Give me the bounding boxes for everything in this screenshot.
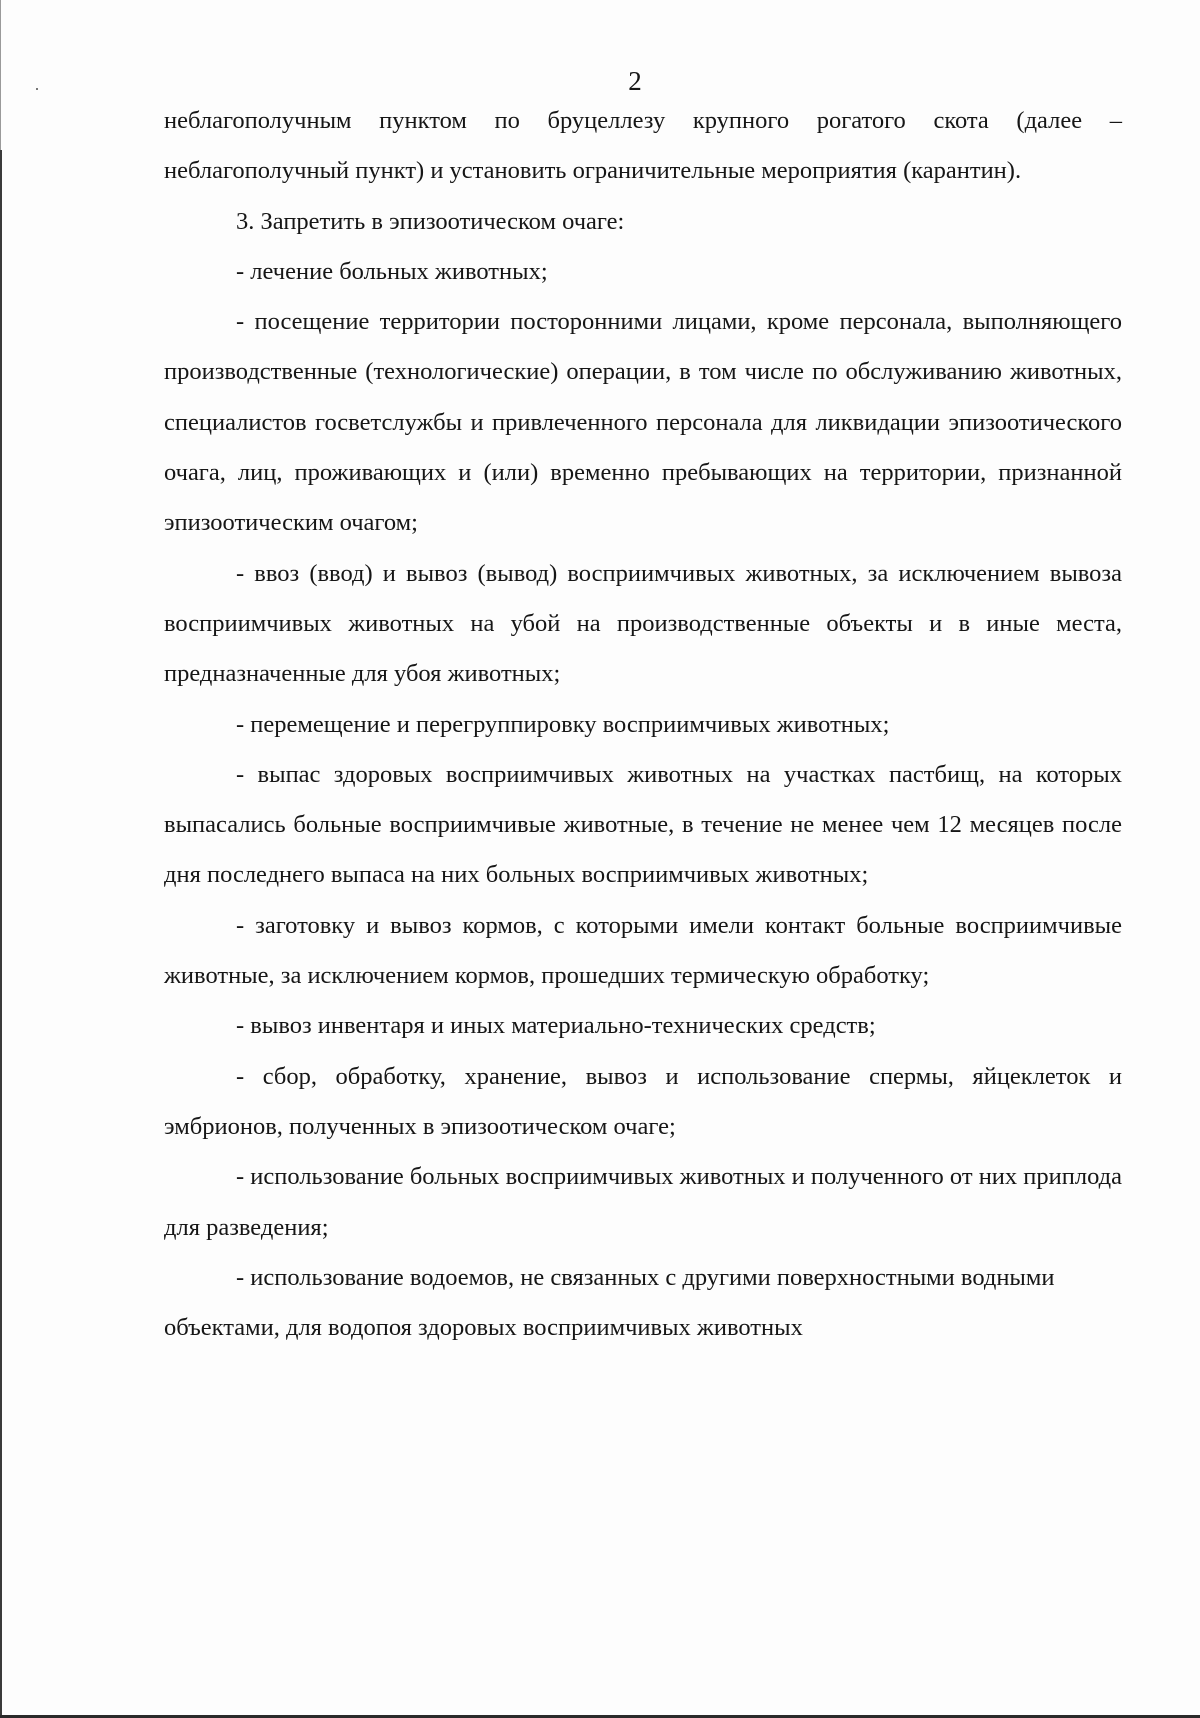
list-item: - перемещение и перегруппировку восприимчивых животных;	[236, 710, 890, 738]
list-item: - использование водоемов, не связанных с другими поверхностными водными объектами, для водопоя здоровых восприимчивых животных	[164, 1263, 1055, 1342]
list-item: - лечение больных животных;	[236, 257, 548, 285]
list-item: - посещение территории посторонними лицами, кроме персонала, выполняющего производственные (технологические) операции, в том числе по обслуживанию животных, специалистов госветслужбы и привлеченного персонала для ликвидации эпизоотического очага, лиц, проживающих и (или) временно пребывающих на территории, признанной эпизоотическим очагом;	[164, 308, 1122, 537]
paragraph-item-3-heading: 3. Запретить в эпизоотическом очаге:	[236, 207, 625, 235]
paragraph-continuation: неблагополучным пунктом по бруцеллезу крупного рогатого скота (далее – неблагополучный пункт) и установить ограничительные мероприятия (карантин).	[164, 107, 1122, 185]
list-item: - выпас здоровых восприимчивых животных на участках пастбищ, на которых выпасались больные восприимчивые животные, в течение не менее чем 12 месяцев после дня последнего выпаса на них больных восприимчивых животных;	[164, 760, 1122, 889]
list-item: - заготовку и вывоз кормов, с которыми имели контакт больные восприимчивые животные, за исключением кормов, прошедших термическую обработку;	[164, 911, 1122, 990]
document-body	[164, 96, 1122, 1353]
scan-edge-artifact	[0, 150, 2, 1718]
page-number: 2	[628, 66, 642, 96]
list-item: - вывоз инвентаря и иных материально-технических средств;	[236, 1012, 876, 1040]
list-item: - использование больных восприимчивых животных и полученного от них приплода для разведения;	[164, 1163, 1122, 1241]
list-item: - сбор, обработку, хранение, вывоз и использование спермы, яйцеклеток и эмбрионов, полученных в эпизоотическом очаге;	[164, 1062, 1122, 1140]
list-item: - ввоз (ввод) и вывоз (вывод) восприимчивых животных, за исключением вывоза восприимчивых животных на убой на производственные объекты и в иные места, предназначенные для убоя животных;	[164, 559, 1122, 688]
